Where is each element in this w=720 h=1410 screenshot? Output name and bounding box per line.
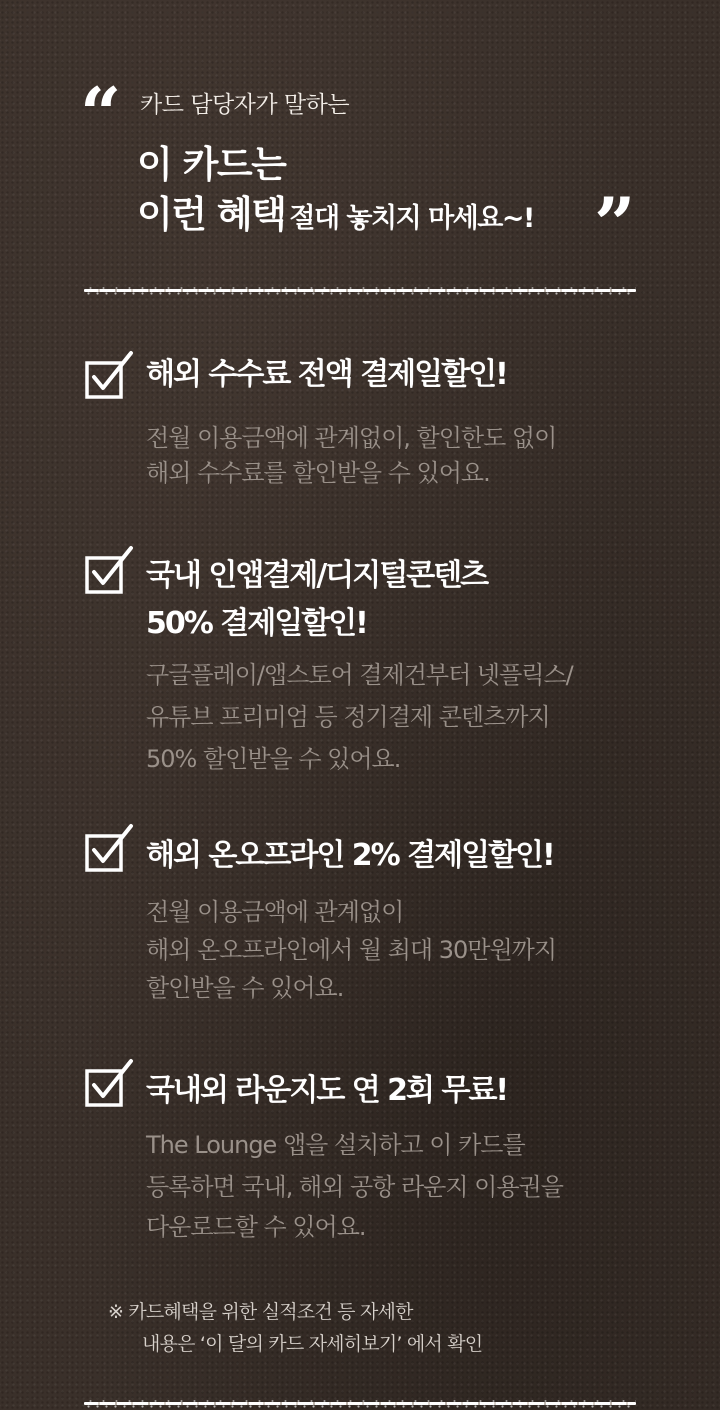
headline-emphasis: 이런 혜택 [137,193,286,236]
benefit-description-line: The Lounge 앱을 설치하고 이 카드를 [146,1131,525,1159]
terms-note [108,1296,482,1360]
benefit-title: 국내 인앱결제/디지털콘텐츠 [146,558,488,593]
benefit-description-line: 해외 온오프라인에서 월 최대 30만원까지 [146,936,556,964]
checkbox-check-icon [84,350,136,402]
bottom-divider [84,1400,636,1408]
benefit-description-line: 전월 이용금액에 관계없이, 할인한도 없이 [146,424,557,452]
open-quote-icon: “ [80,71,116,156]
benefit-item [84,545,644,780]
top-divider [84,287,636,295]
headline-line-2 [137,184,534,238]
benefit-title: 국내외 라운지도 연 2회 무료! [146,1073,508,1108]
benefit-title: 해외 수수료 전액 결제일할인! [146,357,507,392]
benefit-description-line: 유튜브 프리미엄 등 정기결제 콘텐츠까지 [146,703,550,731]
benefit-item [84,1058,644,1248]
benefit-title: 50% 결제일할인! [146,606,367,641]
benefit-item [84,350,644,500]
benefit-description-line: 해외 수수료를 할인받을 수 있어요. [146,459,490,487]
benefit-description-line: 구글플레이/앱스토어 결제건부터 넷플릭스/ [146,661,573,689]
benefit-description-line: 50% 할인받을 수 있어요. [146,745,401,773]
benefit-description-line: 전월 이용금액에 관계없이 [146,898,404,926]
checkbox-check-icon [84,545,136,597]
benefit-description-line: 할인받을 수 있어요. [146,974,344,1002]
checkbox-check-icon [84,823,136,875]
headline-line-1: 이 카드는 [137,143,286,186]
benefit-item [84,823,644,1013]
benefit-title: 해외 온오프라인 2% 결제일할인! [146,838,554,873]
benefit-description-line: 다운로드할 수 있어요. [146,1213,366,1241]
close-quote-icon: ” [594,181,630,266]
headline-subtext: 절대 놓치지 마세요~! [289,203,534,234]
checkbox-check-icon [84,1058,136,1110]
benefit-description-line: 등록하면 국내, 해외 공항 라운지 이용권을 [146,1173,563,1201]
terms-note-line: ※ 카드혜택을 위한 실적조건 등 자세한 [108,1301,413,1323]
terms-note-line: 내용은 ‘이 달의 카드 자세히보기’ 에서 확인 [142,1333,483,1355]
intro-label: 카드 담당자가 말하는 [140,92,350,118]
